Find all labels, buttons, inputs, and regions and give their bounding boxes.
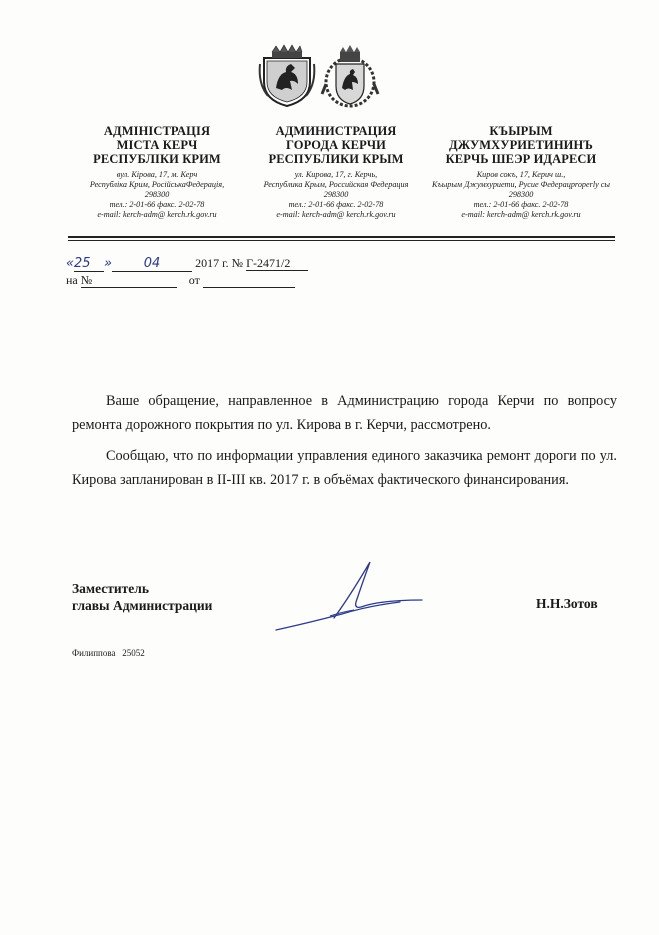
postcode: 298300 <box>144 190 170 199</box>
outgoing-number-field <box>246 256 308 271</box>
signatory-name: Н.Н.Зотов <box>536 596 598 611</box>
address-line: Къырым Джумхуриети, Русие Федерацproperly сы <box>432 180 610 189</box>
header-divider <box>68 236 615 238</box>
position-line: главы Администрации <box>72 598 213 613</box>
org-title-line: РЕСПУБЛІКИ КРИМ <box>93 152 221 166</box>
address-line: Республика Крым, Российская Федерация <box>263 180 409 189</box>
date-day-field <box>74 256 104 272</box>
executor-name: Филиппова <box>72 648 116 658</box>
org-title-line: КЪЫРЫМ <box>489 124 553 138</box>
phone-fax: тел.: 2-01-66 факс. 2-02-78 <box>109 200 205 209</box>
body-paragraph: Сообщаю, что по информации управления единого заказчика ремонт дороги по ул. Кирова запланирован в II-III кв. 2017 г. в объёмах фактического финансирования. <box>72 448 617 488</box>
registration-number-line <box>66 256 308 272</box>
org-title-line: МІСТА КЕРЧ <box>116 138 198 152</box>
date-day: 25 <box>74 256 91 271</box>
email: e-mail: kerch-adm@ kerch.rk.gov.ru <box>97 210 217 219</box>
outgoing-number: Г-2471/2 <box>246 256 291 270</box>
header-russian <box>248 124 424 220</box>
email: e-mail: kerch-adm@ kerch.rk.gov.ru <box>276 210 396 219</box>
postcode: 298300 <box>508 190 534 199</box>
executor-info <box>72 648 145 658</box>
address-line: Киров сокъ, 17, Керич ш., <box>476 170 566 179</box>
phone-fax: тел.: 2-01-66 факс. 2-02-78 <box>288 200 384 209</box>
quote-close: » <box>104 256 113 271</box>
date-month-field <box>112 256 192 272</box>
handwritten-signature-icon <box>272 556 432 636</box>
position-line: Заместитель <box>72 581 149 596</box>
kerch-coat-of-arms-icon <box>320 44 380 110</box>
org-title-line: ДЖУМХУРИЕТИНИНЪ <box>449 138 593 152</box>
reply-to-line <box>66 273 295 288</box>
org-title-line: ГОРОДА КЕРЧИ <box>286 138 386 152</box>
org-title-line: АДМИНИСТРАЦИЯ <box>275 124 397 138</box>
header-divider <box>68 240 615 241</box>
org-title-line: РЕСПУБЛИКИ КРЫМ <box>268 152 404 166</box>
header-crimean-tatar <box>426 124 616 220</box>
date-month: 04 <box>143 256 161 271</box>
crimea-coat-of-arms-icon <box>258 44 316 110</box>
postcode: 298300 <box>323 190 349 199</box>
header-ukrainian <box>72 124 242 220</box>
executor-phone: 25052 <box>122 648 145 658</box>
quote-open: « <box>66 256 75 271</box>
letter-body <box>72 389 617 499</box>
incoming-date-field <box>203 273 295 288</box>
incoming-number-field <box>81 273 177 288</box>
email: e-mail: kerch-adm@ kerch.rk.gov.ru <box>461 210 581 219</box>
signatory-position <box>72 580 212 614</box>
org-title-line: КЕРЧЬ ШЕЭР ИДАРЕСИ <box>445 152 597 166</box>
from-label: от <box>188 273 200 287</box>
on-label: на <box>66 273 78 287</box>
year-label: 2017 г. № <box>195 256 244 270</box>
address-line: Республіка Крим, РосійськаФедерація, <box>89 180 225 189</box>
org-title-line: АДМІНІСТРАЦІЯ <box>103 124 211 138</box>
no-label: № <box>80 273 93 287</box>
phone-fax: тел.: 2-01-66 факс. 2-02-78 <box>473 200 569 209</box>
body-paragraph: Ваше обращение, направленное в Администрацию города Керчи по вопросу ремонта дорожного покрытия по ул. Кирова в г. Керчи, рассмотрено. <box>72 393 617 433</box>
address-line: вул. Кірова, 17, м. Керч <box>116 170 198 179</box>
address-line: ул. Кирова, 17, г. Керчь, <box>294 170 378 179</box>
